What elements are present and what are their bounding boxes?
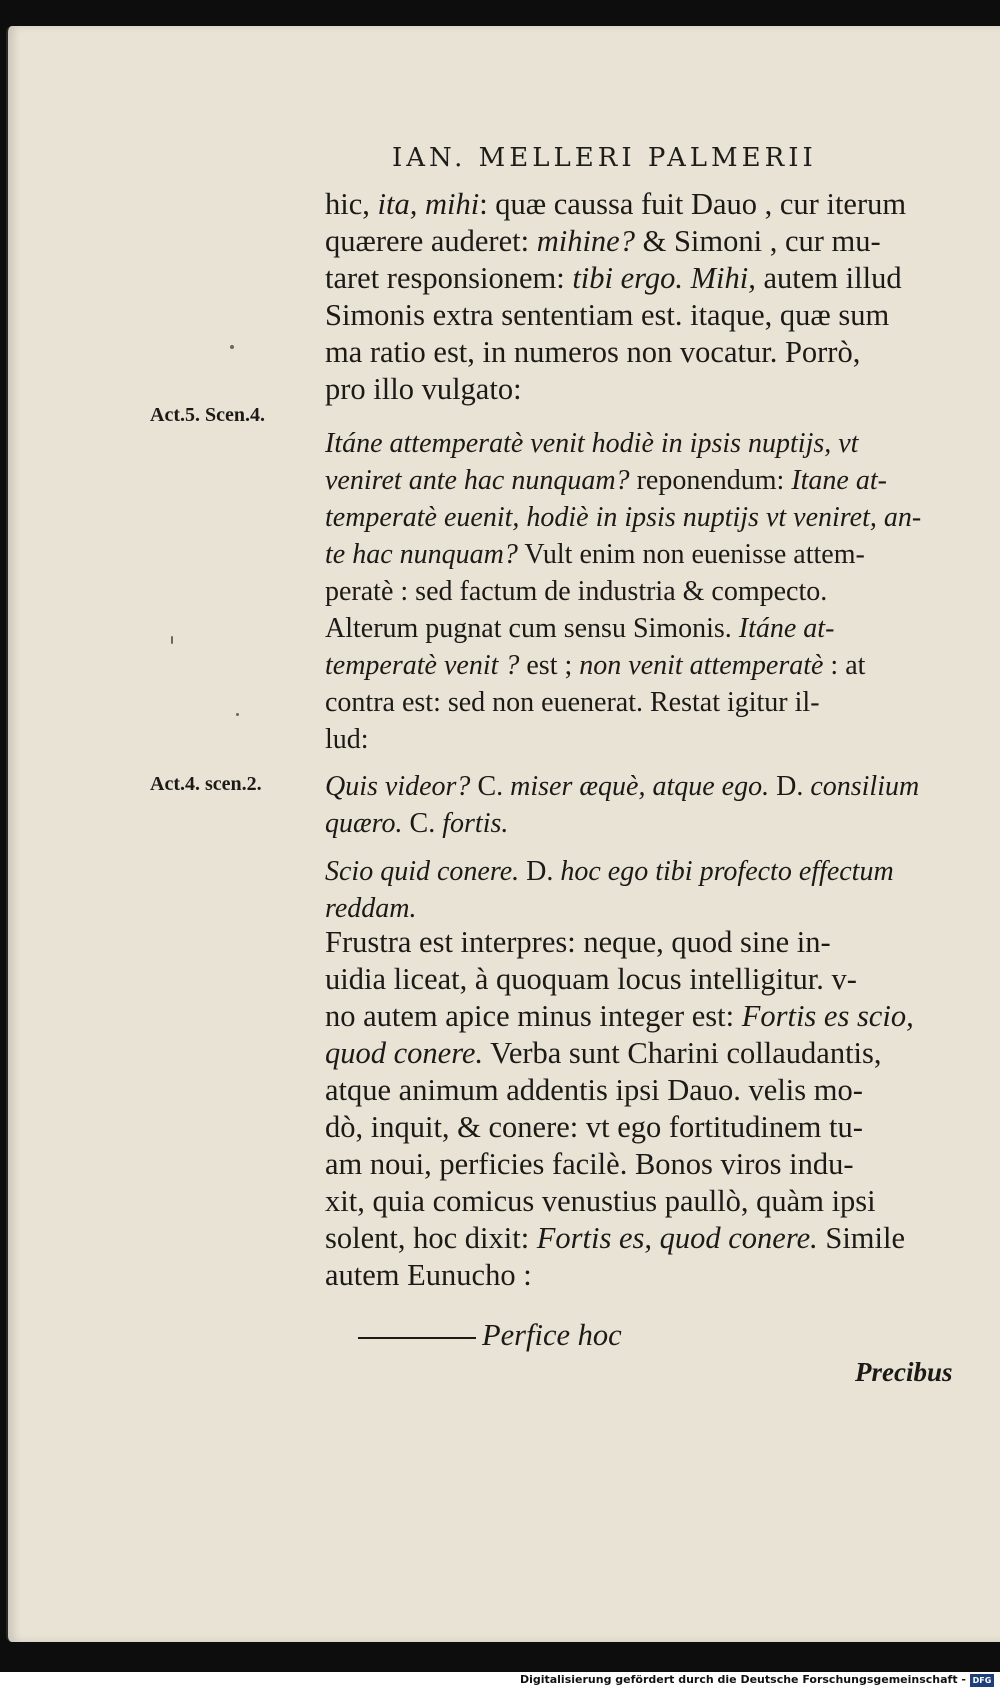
text-line — [325, 961, 965, 998]
text-line — [325, 499, 965, 536]
roman-run: solent, hoc dixit: — [325, 1221, 537, 1255]
italic-run: reddam. — [325, 893, 417, 924]
text-line — [325, 260, 965, 297]
roman-run: : at — [823, 650, 866, 681]
text-line — [325, 721, 965, 758]
italic-run: veniret ante hac nunquam? — [325, 465, 630, 496]
text-line — [325, 924, 965, 961]
italic-run: Itáne at- — [738, 613, 835, 644]
margin-note-act4: Act.4. scen.2. — [150, 773, 262, 795]
italic-run: quod conere. — [325, 1036, 484, 1070]
text-line — [325, 768, 965, 805]
roman-run: Frustra est interpres: neque, quod sine in- — [325, 925, 831, 959]
roman-run: quærere auderet: — [325, 224, 537, 258]
text-line — [325, 998, 965, 1035]
margin-note-act5: Act.5. Scen.4. — [150, 404, 265, 426]
roman-run: Vult enim non euenisse attem- — [517, 539, 865, 570]
text-line — [325, 647, 965, 684]
paper-speck — [230, 345, 234, 349]
italic-run: tibi ergo. Mihi, — [572, 261, 756, 295]
roman-run: taret responsionem: — [325, 261, 573, 295]
roman-run: xit, quia comicus venustius paullò, quàm ipsi — [325, 1184, 876, 1218]
italic-run: quæro. — [325, 808, 403, 839]
text-line — [325, 1220, 965, 1257]
text-line — [325, 853, 965, 890]
roman-run: pro illo vulgato: — [325, 372, 522, 406]
roman-run: hic, — [325, 187, 378, 221]
italic-run: te hac nunquam? — [325, 539, 518, 570]
roman-run: D. — [769, 771, 811, 802]
italic-run: miser æquè, atque ego. — [510, 771, 770, 802]
roman-run: dò, inquit, & conere: vt ego fortitudinem tu- — [325, 1110, 863, 1144]
italic-run: hoc ego tibi profecto effectum — [560, 856, 894, 887]
text-line — [325, 610, 965, 647]
italic-run: temperatè venit ? — [325, 650, 520, 681]
text-line — [325, 684, 965, 721]
quotation-1 — [325, 768, 965, 842]
text-line — [325, 297, 965, 334]
dfg-logo: DFG — [970, 1674, 994, 1687]
paper-speck — [236, 713, 239, 716]
italic-run: non venit attemperatè — [579, 650, 824, 681]
catchword: Precibus — [855, 1357, 953, 1387]
roman-run: C. — [477, 771, 511, 802]
roman-run: no autem apice minus integer est: — [325, 999, 742, 1033]
text-line — [325, 890, 965, 927]
italic-run: Fortis es scio, — [741, 999, 914, 1033]
roman-run: lud: — [325, 724, 369, 755]
paper-speck — [171, 636, 173, 644]
footer-credit: Digitalisierung gefördert durch die Deutsche Forschungsgemeinschaft - — [519, 1673, 966, 1686]
roman-run: est ; — [519, 650, 580, 681]
roman-run: atque animum addentis ipsi Dauo. velis mo- — [325, 1073, 863, 1107]
roman-run: : quæ caussa fuit Dauo , cur iterum — [479, 187, 907, 221]
italic-run: ita, mihi — [377, 187, 480, 221]
roman-run: ma ratio est, in numeros non vocatur. Porrò, — [325, 335, 861, 369]
text-line — [325, 1146, 965, 1183]
quote-line: Perfice hoc — [482, 1318, 622, 1352]
roman-run: peratè : sed factum de industria & compecto. — [325, 576, 828, 607]
paragraph-3 — [325, 924, 965, 1294]
italic-run: fortis. — [442, 808, 509, 839]
text-line — [325, 462, 965, 499]
text-line — [325, 1072, 965, 1109]
dash-rule — [358, 1337, 476, 1339]
paragraph-1 — [325, 186, 965, 408]
italic-run: Scio quid conere. — [325, 856, 520, 887]
italic-run: temperatè euenit, hodiè in ipsis nuptijs vt veniret, an- — [325, 502, 922, 533]
digitization-footer — [0, 1672, 1000, 1690]
quotation-2 — [325, 853, 965, 927]
roman-run: reponendum: — [629, 465, 792, 496]
text-line — [325, 1109, 965, 1146]
text-line — [325, 536, 965, 573]
italic-run: Fortis es, quod conere. — [536, 1221, 818, 1255]
italic-run: Itane at- — [791, 465, 887, 496]
paragraph-2 — [325, 425, 965, 758]
roman-run: autem illud — [755, 261, 902, 295]
roman-run: contra est: sed non euenerat. Restat igitur il- — [325, 687, 820, 718]
text-line — [325, 334, 965, 371]
roman-run: autem Eunucho : — [325, 1258, 532, 1292]
text-line — [325, 805, 965, 842]
text-line — [325, 223, 965, 260]
roman-run: am noui, perficies facilè. Bonos viros indu- — [325, 1147, 854, 1181]
roman-run: & Simoni , cur mu- — [634, 224, 881, 258]
roman-run: Simile — [817, 1221, 906, 1255]
italic-run: Quis videor? — [325, 771, 478, 802]
roman-run: Alterum pugnat cum sensu Simonis. — [325, 613, 739, 644]
text-line — [325, 1183, 965, 1220]
text-line — [325, 186, 965, 223]
roman-run: D. — [519, 856, 561, 887]
roman-run: Verba sunt Charini collaudantis, — [483, 1036, 882, 1070]
text-line — [325, 1257, 965, 1294]
italic-run: consilium — [810, 771, 920, 802]
roman-run: uidia liceat, à quoquam locus intelligitur. v- — [325, 962, 857, 996]
text-line — [325, 573, 965, 610]
roman-run: Simonis extra sententiam est. itaque, quæ sum — [325, 298, 890, 332]
text-line — [325, 425, 965, 462]
running-head: IAN. MELLERI PALMERII — [392, 143, 817, 173]
italic-run: Itáne attemperatè venit hodiè in ipsis nuptijs, vt — [325, 428, 859, 459]
italic-run: mihine? — [536, 224, 635, 258]
quote-line-row — [358, 1317, 998, 1354]
text-line — [325, 1035, 965, 1072]
text-line — [325, 371, 965, 408]
roman-run: C. — [402, 808, 443, 839]
